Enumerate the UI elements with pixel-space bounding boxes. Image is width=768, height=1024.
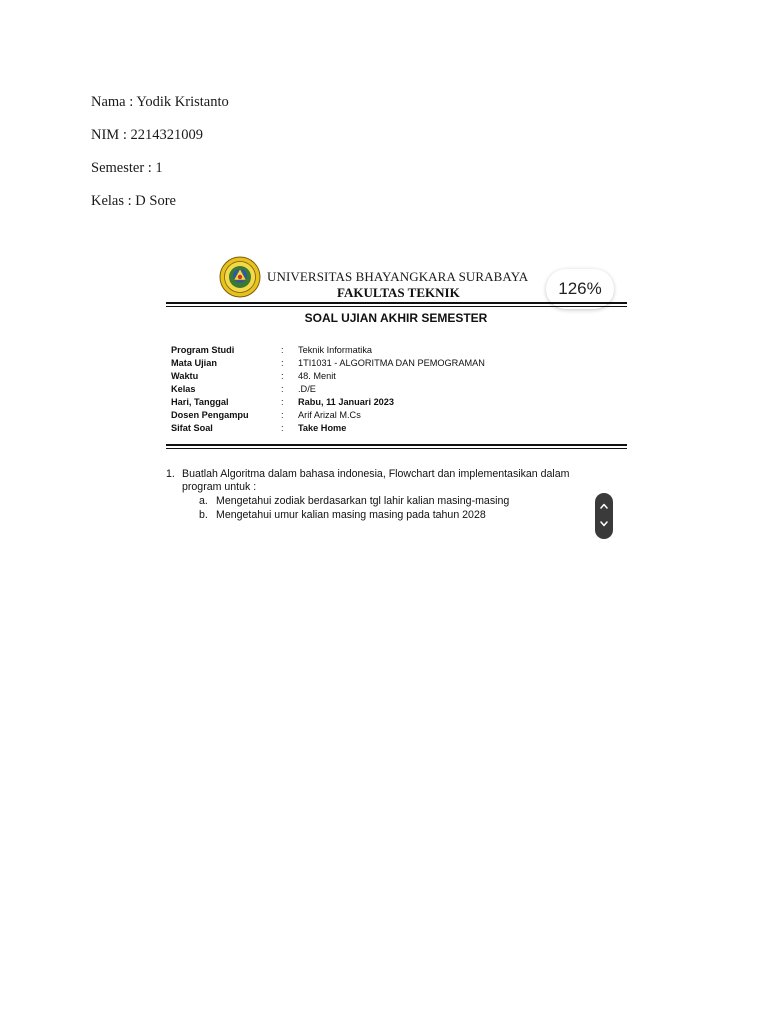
info-divider (166, 444, 627, 446)
university-logo-icon (219, 256, 261, 298)
info-value: Rabu, 11 Januari 2023 (298, 397, 395, 407)
chevron-up-icon[interactable] (599, 502, 609, 510)
info-colon: : (281, 384, 284, 394)
info-divider-thin (166, 448, 627, 449)
info-row (171, 358, 611, 371)
question-text-line-1: Buatlah Algoritma dalam bahasa indonesia, Flowchart dan implementasikan dalam (182, 468, 570, 480)
info-value: 1TI1031 - ALGORITMA DAN PEMOGRAMAN (298, 358, 485, 368)
info-row (171, 384, 611, 397)
info-label: Hari, Tanggal (171, 397, 229, 407)
header-divider (166, 302, 627, 304)
scroll-control[interactable] (595, 493, 613, 539)
info-label: Mata Ujian (171, 358, 217, 368)
info-row (171, 410, 611, 423)
info-label: Waktu (171, 371, 199, 381)
info-colon: : (281, 423, 284, 433)
exam-title: SOAL UJIAN AKHIR SEMESTER (304, 311, 488, 325)
info-value: 48. Menit (298, 371, 336, 381)
info-label: Program Studi (171, 345, 235, 355)
info-value: Arif Arizal M.Cs (298, 410, 361, 420)
info-colon: : (281, 358, 284, 368)
info-colon: : (281, 397, 284, 407)
university-name: UNIVERSITAS BHAYANGKARA SURABAYA (267, 269, 529, 284)
info-row (171, 345, 611, 358)
student-kelas: Kelas : D Sore (91, 193, 176, 209)
info-label: Kelas (171, 384, 196, 394)
info-value: Take Home (298, 423, 347, 433)
info-row (171, 397, 611, 410)
header-divider-thin (166, 306, 627, 307)
info-value: Teknik Informatika (298, 345, 373, 355)
question-number: 1. (166, 468, 175, 480)
info-colon: : (281, 345, 284, 355)
chevron-down-icon[interactable] (599, 520, 609, 528)
faculty-name: FAKULTAS TEKNIK (337, 285, 460, 300)
student-semester: Semester : 1 (91, 160, 163, 176)
student-nim: NIM : 2214321009 (91, 127, 203, 143)
info-row (171, 423, 611, 436)
info-label: Sifat Soal (171, 423, 213, 433)
question-item-letter: b. (199, 509, 208, 521)
info-colon: : (281, 410, 284, 420)
question-text-line-2: program untuk : (182, 481, 257, 493)
exam-sheet-image (165, 250, 627, 542)
student-nama: Nama : Yodik Kristanto (91, 94, 229, 110)
zoom-level-badge: 126% (546, 269, 614, 309)
info-label: Dosen Pengampu (171, 410, 249, 420)
info-colon: : (281, 371, 284, 381)
question-item-letter: a. (199, 495, 208, 507)
question-item-text: Mengetahui zodiak berdasarkan tgl lahir kalian masing-masing (216, 495, 510, 507)
info-row (171, 371, 611, 384)
info-value: .D/E (298, 384, 316, 394)
question-item-text: Mengetahui umur kalian masing masing pada tahun 2028 (216, 509, 486, 521)
